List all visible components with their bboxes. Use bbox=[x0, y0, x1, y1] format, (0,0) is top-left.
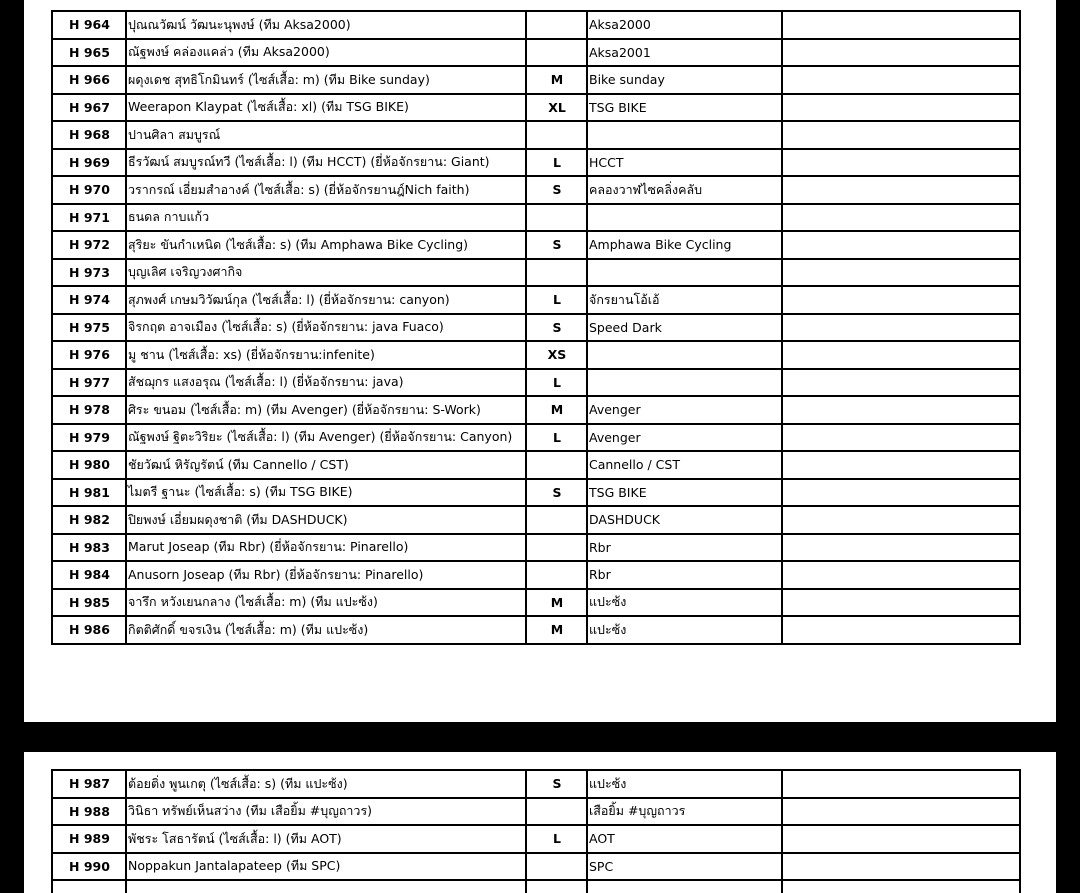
participant-name-cell: Noppakun Jantalapateep (ทีม SPC) bbox=[126, 853, 526, 881]
bib-number-cell: H 977 bbox=[52, 369, 126, 397]
bib-number-cell: H 976 bbox=[52, 341, 126, 369]
table-row bbox=[52, 880, 1020, 893]
shirt-size-cell bbox=[526, 798, 587, 826]
bib-number-cell: H 969 bbox=[52, 149, 126, 177]
team-name-cell: แปะซ้ง bbox=[587, 616, 782, 644]
shirt-size-cell: S bbox=[526, 479, 587, 507]
team-name-cell: HCCT bbox=[587, 149, 782, 177]
bib-number-cell: H 988 bbox=[52, 798, 126, 826]
participant-name-cell: Weerapon Klaypat (ไซส์เสื้อ: xl) (ทีม TSG BIKE) bbox=[126, 94, 526, 122]
shirt-size-cell: M bbox=[526, 396, 587, 424]
note-cell bbox=[782, 369, 1020, 397]
table-row bbox=[52, 149, 1020, 177]
table-row bbox=[52, 589, 1020, 617]
participant-name-cell: ปานศิลา สมบูรณ์ bbox=[126, 121, 526, 149]
bib-number-cell bbox=[52, 880, 126, 893]
note-cell bbox=[782, 39, 1020, 67]
bib-number-cell: H 974 bbox=[52, 286, 126, 314]
table-row bbox=[52, 424, 1020, 452]
participant-table bbox=[51, 10, 1021, 645]
team-name-cell: แปะซ้ง bbox=[587, 589, 782, 617]
team-name-cell: Rbr bbox=[587, 561, 782, 589]
team-name-cell: TSG BIKE bbox=[587, 94, 782, 122]
shirt-size-cell bbox=[526, 11, 587, 39]
team-name-cell: AOT bbox=[587, 825, 782, 853]
team-name-cell: TSG BIKE bbox=[587, 479, 782, 507]
table-row bbox=[52, 231, 1020, 259]
note-cell bbox=[782, 66, 1020, 94]
team-name-cell: DASHDUCK bbox=[587, 506, 782, 534]
shirt-size-cell: S bbox=[526, 314, 587, 342]
shirt-size-cell: XL bbox=[526, 94, 587, 122]
participant-name-cell: ณัฐพงษ์ คล่องแคล่ว (ทีม Aksa2000) bbox=[126, 39, 526, 67]
shirt-size-cell: M bbox=[526, 66, 587, 94]
participant-name-cell: จิรกฤต อาจเมือง (ไซส์เสื้อ: s) (ยี่ห้อจักรยาน: java Fuaco) bbox=[126, 314, 526, 342]
participant-name-cell: ผดุงเดช สุทธิโกมินทร์ (ไซส์เสื้อ: m) (ทีม Bike sunday) bbox=[126, 66, 526, 94]
table-row bbox=[52, 396, 1020, 424]
team-name-cell: Avenger bbox=[587, 396, 782, 424]
bib-number-cell: H 968 bbox=[52, 121, 126, 149]
note-cell bbox=[782, 231, 1020, 259]
participant-name-cell: บุญเลิศ เจริญวงศากิจ bbox=[126, 259, 526, 287]
bib-number-cell: H 970 bbox=[52, 176, 126, 204]
bib-number-cell: H 966 bbox=[52, 66, 126, 94]
team-name-cell: Bike sunday bbox=[587, 66, 782, 94]
bib-number-cell: H 975 bbox=[52, 314, 126, 342]
team-name-cell bbox=[587, 880, 782, 893]
table-row bbox=[52, 798, 1020, 826]
note-cell bbox=[782, 534, 1020, 562]
table-row bbox=[52, 451, 1020, 479]
note-cell bbox=[782, 121, 1020, 149]
shirt-size-cell bbox=[526, 561, 587, 589]
note-cell bbox=[782, 451, 1020, 479]
participant-name-cell: กิตติศักดิ์ ขจรเงิน (ไซส์เสื้อ: m) (ทีม แปะซ้ง) bbox=[126, 616, 526, 644]
table-row bbox=[52, 853, 1020, 881]
shirt-size-cell: S bbox=[526, 770, 587, 798]
participant-name-cell: ธีรวัฒน์ สมบูรณ์ทวี (ไซส์เสื้อ: l) (ทีม HCCT) (ยี่ห้อจักรยาน: Giant) bbox=[126, 149, 526, 177]
note-cell bbox=[782, 616, 1020, 644]
participant-name-cell bbox=[126, 880, 526, 893]
participant-name-cell: พัชระ โสธารัตน์ (ไซส์เสื้อ: l) (ทีม AOT) bbox=[126, 825, 526, 853]
shirt-size-cell bbox=[526, 506, 587, 534]
table-row bbox=[52, 94, 1020, 122]
bib-number-cell: H 980 bbox=[52, 451, 126, 479]
team-name-cell: Cannello / CST bbox=[587, 451, 782, 479]
note-cell bbox=[782, 589, 1020, 617]
note-cell bbox=[782, 798, 1020, 826]
participant-name-cell: Marut Joseap (ทีม Rbr) (ยี่ห้อจักรยาน: Pinarello) bbox=[126, 534, 526, 562]
note-cell bbox=[782, 424, 1020, 452]
bib-number-cell: H 972 bbox=[52, 231, 126, 259]
participant-table bbox=[51, 769, 1021, 893]
note-cell bbox=[782, 561, 1020, 589]
shirt-size-cell bbox=[526, 880, 587, 893]
table-row bbox=[52, 176, 1020, 204]
participant-name-cell: ศิระ ขนอม (ไซส์เสื้อ: m) (ทีม Avenger) (ยี่ห้อจักรยาน: S-Work) bbox=[126, 396, 526, 424]
table-row bbox=[52, 121, 1020, 149]
team-name-cell bbox=[587, 259, 782, 287]
team-name-cell: เสือยิ้ม #บุญถาวร bbox=[587, 798, 782, 826]
shirt-size-cell: XS bbox=[526, 341, 587, 369]
shirt-size-cell bbox=[526, 39, 587, 67]
participant-name-cell: ธนดล กาบแก้ว bbox=[126, 204, 526, 232]
shirt-size-cell bbox=[526, 534, 587, 562]
team-name-cell: คลองวาฬไซคลิ่งคลับ bbox=[587, 176, 782, 204]
note-cell bbox=[782, 506, 1020, 534]
team-name-cell: Amphawa Bike Cycling bbox=[587, 231, 782, 259]
table-row bbox=[52, 259, 1020, 287]
team-name-cell: Aksa2000 bbox=[587, 11, 782, 39]
participant-name-cell: ชัยวัฒน์ หิรัญรัตน์ (ทีม Cannello / CST) bbox=[126, 451, 526, 479]
participant-name-cell: จารึก หวังเยนกลาง (ไซส์เสื้อ: m) (ทีม แปะซ้ง) bbox=[126, 589, 526, 617]
bib-number-cell: H 979 bbox=[52, 424, 126, 452]
shirt-size-cell: S bbox=[526, 176, 587, 204]
note-cell bbox=[782, 11, 1020, 39]
note-cell bbox=[782, 286, 1020, 314]
participant-name-cell: ปุณณวัฒน์ วัฒนะนุพงษ์ (ทีม Aksa2000) bbox=[126, 11, 526, 39]
shirt-size-cell bbox=[526, 121, 587, 149]
shirt-size-cell: M bbox=[526, 616, 587, 644]
shirt-size-cell: L bbox=[526, 369, 587, 397]
table-row bbox=[52, 286, 1020, 314]
document-page bbox=[24, 752, 1056, 893]
participant-name-cell: มู ชาน (ไซส์เสื้อ: xs) (ยี่ห้อจักรยาน:infenite) bbox=[126, 341, 526, 369]
participant-name-cell: ปิยพงษ์ เอี่ยมผดุงชาติ (ทีม DASHDUCK) bbox=[126, 506, 526, 534]
team-name-cell: Avenger bbox=[587, 424, 782, 452]
note-cell bbox=[782, 204, 1020, 232]
team-name-cell: Aksa2001 bbox=[587, 39, 782, 67]
bib-number-cell: H 990 bbox=[52, 853, 126, 881]
shirt-size-cell bbox=[526, 204, 587, 232]
table-row bbox=[52, 616, 1020, 644]
table-row bbox=[52, 369, 1020, 397]
team-name-cell: จักรยานโอ้เอ้ bbox=[587, 286, 782, 314]
participant-name-cell: วรากรณ์ เอี่ยมสำอางค์ (ไซส์เสื้อ: s) (ยี่ห้อจักรยานฎ์Nich faith) bbox=[126, 176, 526, 204]
note-cell bbox=[782, 314, 1020, 342]
table-row bbox=[52, 11, 1020, 39]
table-row bbox=[52, 825, 1020, 853]
table-row bbox=[52, 341, 1020, 369]
table-row bbox=[52, 534, 1020, 562]
participant-name-cell: ไมตรี ฐานะ (ไซส์เสื้อ: s) (ทีม TSG BIKE) bbox=[126, 479, 526, 507]
bib-number-cell: H 985 bbox=[52, 589, 126, 617]
bib-number-cell: H 967 bbox=[52, 94, 126, 122]
document-page bbox=[24, 0, 1056, 722]
shirt-size-cell: L bbox=[526, 286, 587, 314]
note-cell bbox=[782, 770, 1020, 798]
table-row bbox=[52, 561, 1020, 589]
bib-number-cell: H 983 bbox=[52, 534, 126, 562]
bib-number-cell: H 964 bbox=[52, 11, 126, 39]
note-cell bbox=[782, 259, 1020, 287]
participant-name-cell: วินิธา ทรัพย์เห็นสว่าง (ทีม เสือยิ้ม #บุญถาวร) bbox=[126, 798, 526, 826]
shirt-size-cell: M bbox=[526, 589, 587, 617]
bib-number-cell: H 965 bbox=[52, 39, 126, 67]
bib-number-cell: H 978 bbox=[52, 396, 126, 424]
bib-number-cell: H 982 bbox=[52, 506, 126, 534]
bib-number-cell: H 987 bbox=[52, 770, 126, 798]
note-cell bbox=[782, 479, 1020, 507]
team-name-cell bbox=[587, 121, 782, 149]
table-row bbox=[52, 39, 1020, 67]
participant-name-cell: สุริยะ ขันกำเหนิด (ไซส์เสื้อ: s) (ทีม Amphawa Bike Cycling) bbox=[126, 231, 526, 259]
participant-name-cell: สัชฌุกร แสงอรุณ (ไซส์เสื้อ: l) (ยี่ห้อจักรยาน: java) bbox=[126, 369, 526, 397]
table-row bbox=[52, 66, 1020, 94]
participant-name-cell: สุภพงศ์ เกษมวิวัฒน์กุล (ไซส์เสื้อ: l) (ยี่ห้อจักรยาน: canyon) bbox=[126, 286, 526, 314]
shirt-size-cell: L bbox=[526, 825, 587, 853]
shirt-size-cell bbox=[526, 853, 587, 881]
note-cell bbox=[782, 825, 1020, 853]
team-name-cell: Rbr bbox=[587, 534, 782, 562]
bib-number-cell: H 984 bbox=[52, 561, 126, 589]
team-name-cell bbox=[587, 204, 782, 232]
shirt-size-cell bbox=[526, 259, 587, 287]
team-name-cell bbox=[587, 341, 782, 369]
team-name-cell: Speed Dark bbox=[587, 314, 782, 342]
shirt-size-cell: L bbox=[526, 424, 587, 452]
note-cell bbox=[782, 880, 1020, 893]
note-cell bbox=[782, 853, 1020, 881]
team-name-cell: SPC bbox=[587, 853, 782, 881]
note-cell bbox=[782, 341, 1020, 369]
table-row bbox=[52, 770, 1020, 798]
bib-number-cell: H 989 bbox=[52, 825, 126, 853]
team-name-cell: แปะซ้ง bbox=[587, 770, 782, 798]
team-name-cell bbox=[587, 369, 782, 397]
note-cell bbox=[782, 396, 1020, 424]
table-row bbox=[52, 204, 1020, 232]
shirt-size-cell: L bbox=[526, 149, 587, 177]
shirt-size-cell bbox=[526, 451, 587, 479]
note-cell bbox=[782, 176, 1020, 204]
shirt-size-cell: S bbox=[526, 231, 587, 259]
participant-name-cell: ณัฐพงษ์ ฐิตะวิริยะ (ไซส์เสื้อ: l) (ทีม Avenger) (ยี่ห้อจักรยาน: Canyon) bbox=[126, 424, 526, 452]
table-row bbox=[52, 479, 1020, 507]
table-row bbox=[52, 506, 1020, 534]
bib-number-cell: H 986 bbox=[52, 616, 126, 644]
table-row bbox=[52, 314, 1020, 342]
note-cell bbox=[782, 94, 1020, 122]
note-cell bbox=[782, 149, 1020, 177]
participant-name-cell: Anusorn Joseap (ทีม Rbr) (ยี่ห้อจักรยาน: Pinarello) bbox=[126, 561, 526, 589]
participant-name-cell: ต้อยติ่ง พูนเกตุ (ไซส์เสื้อ: s) (ทีม แปะซ้ง) bbox=[126, 770, 526, 798]
bib-number-cell: H 981 bbox=[52, 479, 126, 507]
bib-number-cell: H 973 bbox=[52, 259, 126, 287]
bib-number-cell: H 971 bbox=[52, 204, 126, 232]
